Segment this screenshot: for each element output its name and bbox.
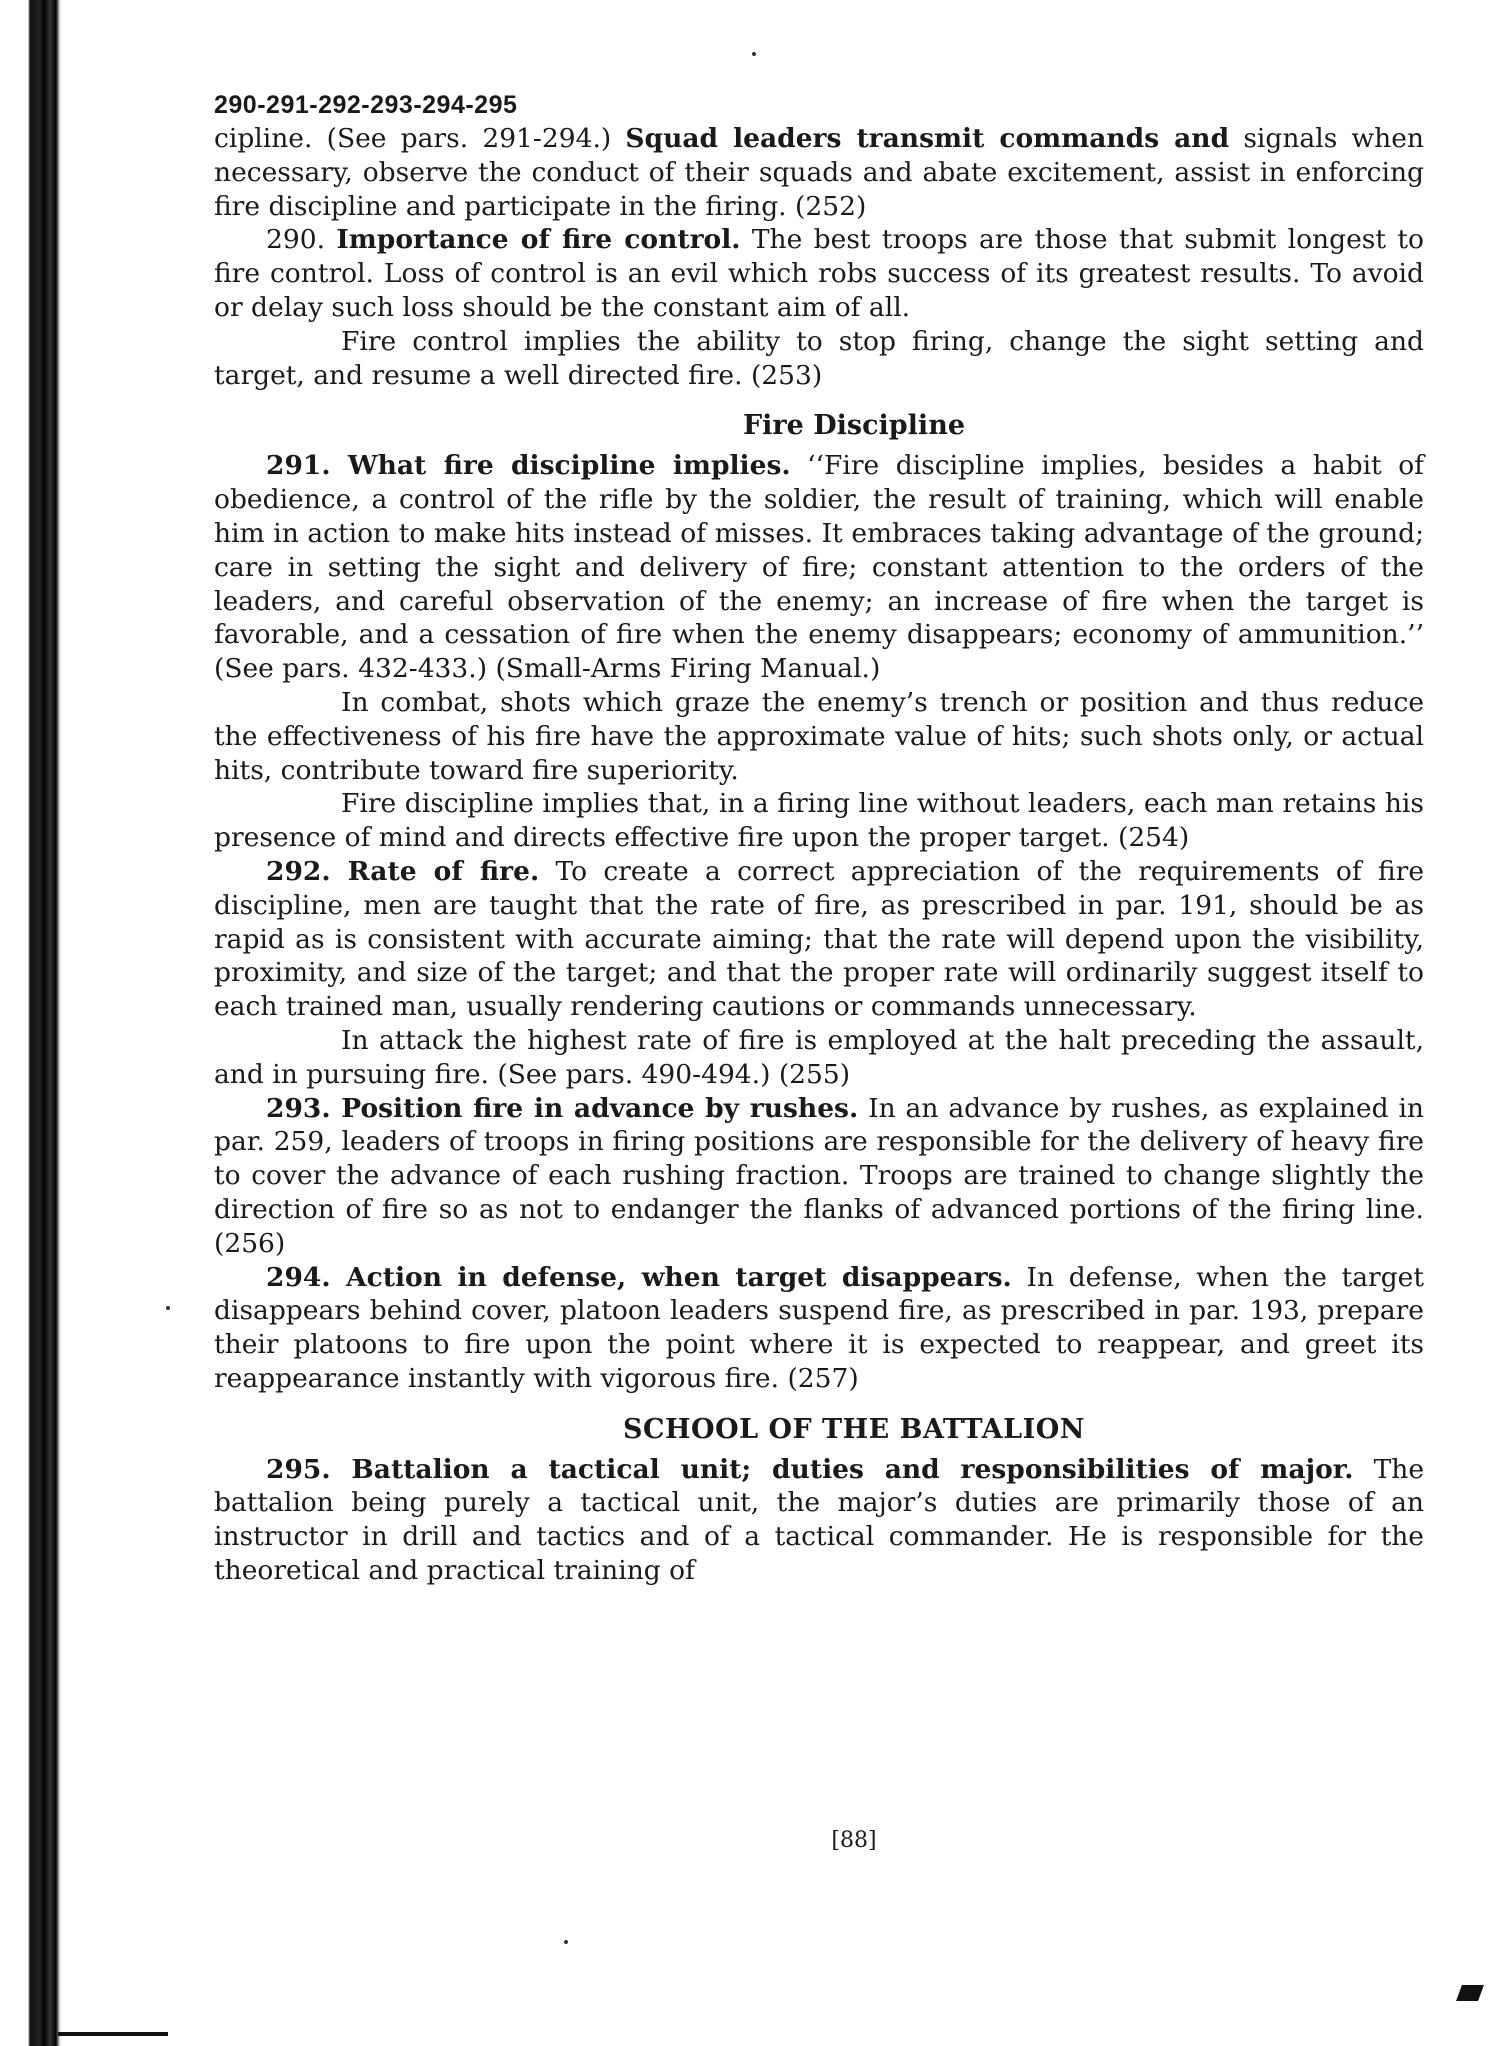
speck [752,52,756,56]
running-header: 290-291-292-293-294-295 [214,91,518,119]
paragraph-title: 294. Action in defense, when target disappears. [266,1261,1012,1293]
paragraph-text: cipline. (See pars. 291-294.) [214,123,626,154]
book-binding-edge [0,0,62,2046]
speck [166,1306,170,1310]
speck [564,1940,568,1944]
section-heading-school-of-battalion: SCHOOL OF THE BATTALION [623,1413,1085,1445]
paragraph-title: Squad leaders transmit commands and [625,123,1230,154]
paragraph [214,1092,1424,1261]
paragraph [214,449,1424,686]
paragraph-text: ‘‘Fire discipline implies, besides a habit of obedience, a control of the rifle by the soldier, the result of training, which will enable him in action to make hits instead of misses. It embraces taking advantage of the ground; care in setting the sight and delivery of fire; constant attention to the orders of the leaders, and careful observation of the enemy; an increase of fire when the target is favorable, and a cessation of fire when the enemy disappears; economy of ammunition.’’ (See pars. 432-433.) (Small-Arms Firing Manual.) [214,450,1424,685]
binding-shadow [58,2032,168,2036]
paragraph-text: 290. [266,224,337,256]
paragraph [214,325,1424,393]
paragraph-title: 292. Rate of fire. [266,855,540,887]
corner-ink-mark [1456,1985,1484,2001]
paragraph [214,787,1424,855]
page-number: [88] [831,1828,877,1853]
paragraph [214,223,1424,324]
paragraph-title: 291. What fire discipline implies. [266,450,791,482]
paragraph-text: In attack the highest rate of fire is employed at the halt preceding the assault, and in pursuing fire. (See pars. 490-494.) (255) [214,1024,1424,1090]
paragraph-text: The battalion being purely a tactical unit, the major’s duties are primarily those of an instructor in drill and tactics and of a tactical commander. He is responsible for the theoretical and practical training of [214,1453,1425,1587]
paragraph-text: The best troops are those that submit longest to fire control. Loss of control is an evil which robs success of its greatest results. To avoid or delay such loss should be the constant aim of all. [214,224,1424,323]
paragraph-title: Importance of fire control. [336,224,741,256]
paragraph-text: In an advance by rushes, as explained in par. 259, leaders of troops in firing positions are responsible for the delivery of heavy fire to cover the advance of each rushing fraction. Troops are trained to change slightly the direction of fire so as not to endanger the flanks of advanced portions of the firing line. (256) [214,1092,1424,1259]
paragraph-text: To create a correct appreciation of the requirements of fire discipline, men are taught that the rate of fire, as prescribed in par. 191, should be as rapid as is consistent with accurate aiming; that the rate will depend upon the visibility, proximity, and size of the target; and that the proper rate will ordinarily suggest itself to each trained man, usually rendering cautions or commands unnecessary. [214,855,1425,1023]
book-page [214,88,1425,1853]
paragraph [214,855,1424,1024]
paragraph [214,1453,1424,1588]
paragraph-title: 293. Position fire in advance by rushes. [266,1092,859,1124]
paragraph-text: Fire control implies the ability to stop firing, change the sight setting and target, and resume a well directed fire. (253) [214,325,1424,391]
paragraph-text: In combat, shots which graze the enemy’s trench or position and thus reduce the effectiveness of his fire have the approximate value of hits; such shots only, or actual hits, contribute toward fire superiority. [214,686,1424,786]
paragraph-text: Fire discipline implies that, in a firing line without leaders, each man retains his presence of mind and directs effective fire upon the proper target. (254) [214,788,1424,854]
section-heading-fire-discipline: Fire Discipline [743,410,965,442]
paragraph-text: In defense, when the target disappears behind cover, platoon leaders suspend fire, as prescribed in par. 193, prepare their platoons to fire upon the point where it is expected to reappear, and greet its reappearance instantly with vigorous fire. (257) [214,1261,1424,1394]
body-text [214,122,1424,1588]
paragraph [214,1261,1424,1396]
paragraph [214,122,1424,223]
paragraph-title: 295. Battalion a tactical unit; duties and responsibilities of major. [266,1453,1354,1485]
paragraph [214,1024,1424,1092]
paragraph [214,686,1424,787]
paragraph-text: signals when necessary, observe the conduct of their squads and abate excitement, assist in enforcing fire discipline and participate in the firing. (252) [214,123,1424,222]
